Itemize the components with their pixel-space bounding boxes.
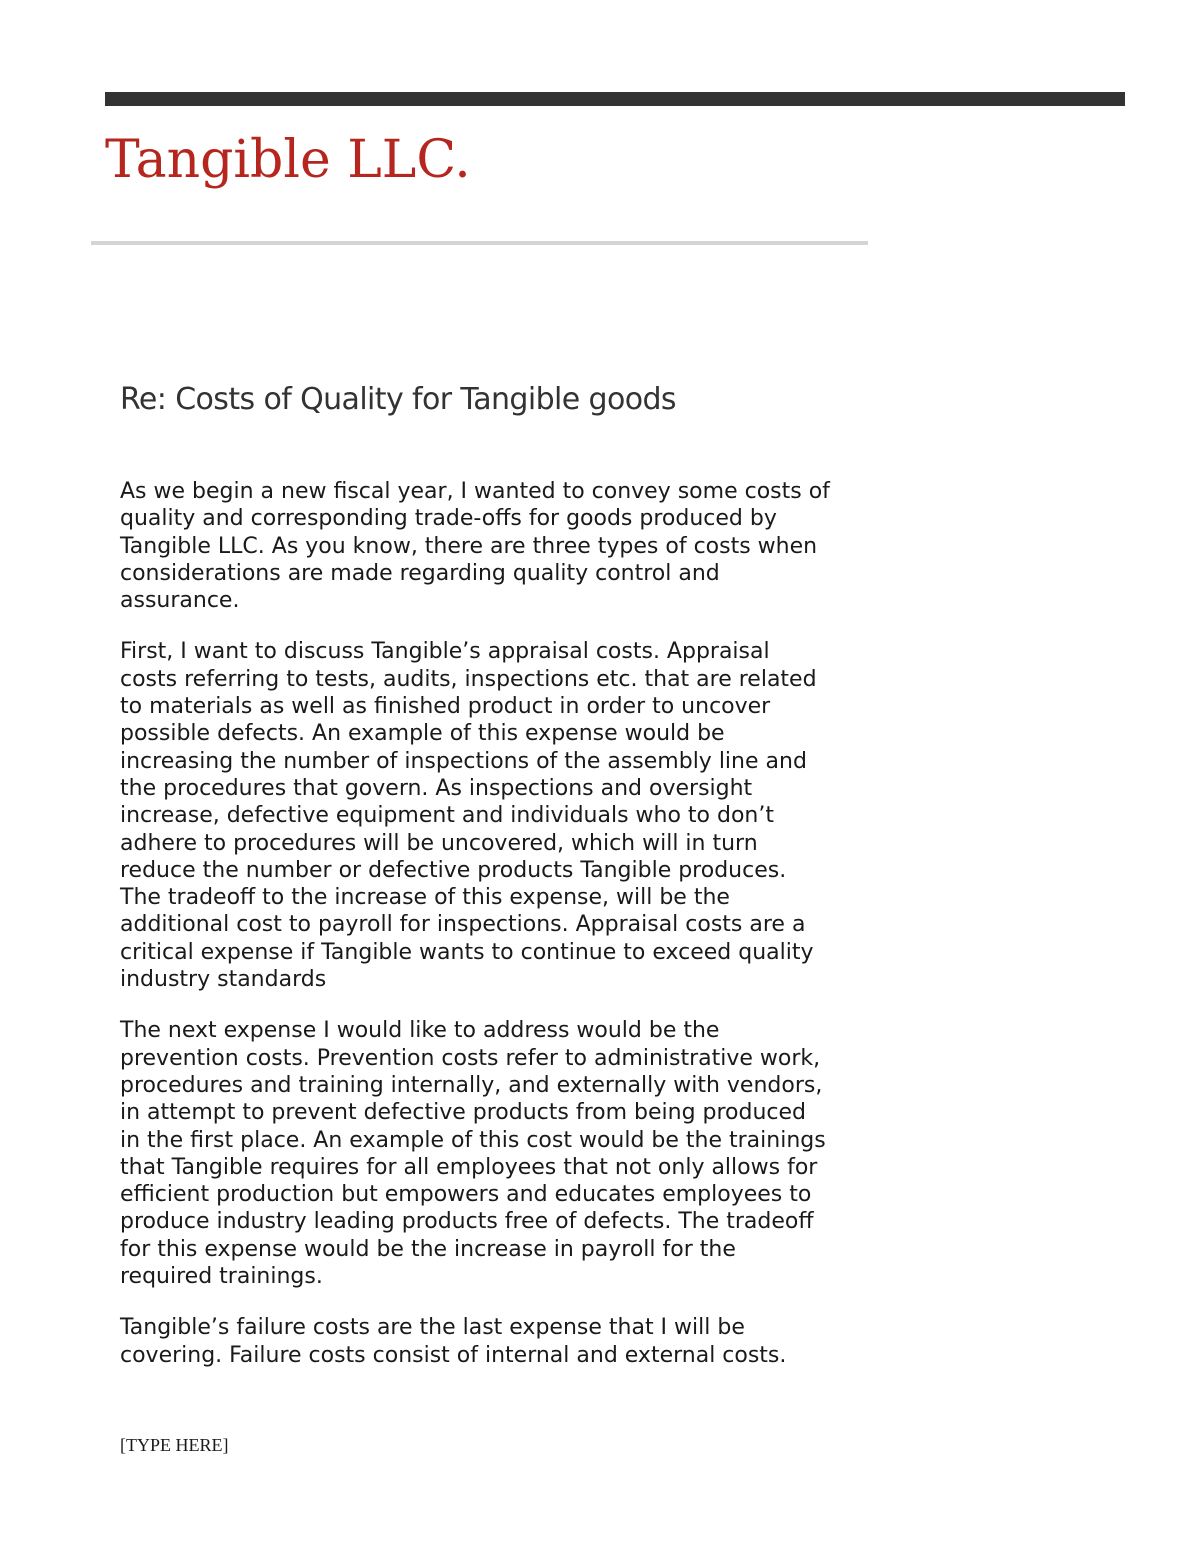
body-line: critical expense if Tangible wants to continue to exceed quality	[120, 939, 814, 965]
header-top-rule	[105, 92, 1125, 106]
footer-placeholder: [TYPE HERE]	[120, 1435, 229, 1455]
body-line: in attempt to prevent defective products from being produced	[120, 1100, 807, 1126]
paragraph-appraisal-costs	[120, 638, 895, 993]
body-line: The next expense I would like to address would be the	[120, 1018, 720, 1044]
body-line: considerations are made regarding quality control and	[120, 560, 720, 586]
body-line: efficient production but empowers and educates employees to	[120, 1182, 812, 1208]
body-line: increasing the number of inspections of the assembly line and	[120, 748, 807, 774]
body-line: Tangible’s failure costs are the last expense that I will be	[120, 1315, 745, 1341]
body-line: As we begin a new fiscal year, I wanted to convey some costs of	[120, 479, 830, 504]
body-line: quality and corresponding trade-offs for goods produced by	[120, 506, 777, 532]
body-line: industry standards	[120, 967, 327, 993]
body-line: costs referring to tests, audits, inspections etc. that are related	[120, 666, 817, 692]
body-line: for this expense would be the increase in payroll for the	[120, 1236, 736, 1262]
body-line: First, I want to discuss Tangible’s appraisal costs. Appraisal	[120, 639, 770, 665]
letter-body	[120, 478, 895, 1393]
paragraph-prevention-costs	[120, 1017, 895, 1290]
body-line: procedures and training internally, and externally with vendors,	[120, 1072, 823, 1098]
body-line: Tangible LLC. As you know, there are three types of costs when	[120, 533, 818, 559]
body-line: that Tangible requires for all employees that not only allows for	[120, 1154, 818, 1180]
body-line: to materials as well as finished product in order to uncover	[120, 694, 771, 720]
letter-subject: Re: Costs of Quality for Tangible goods	[120, 382, 676, 417]
body-line: possible defects. An example of this expense would be	[120, 721, 725, 747]
body-line: additional cost to payroll for inspections. Appraisal costs are a	[120, 912, 806, 938]
body-line: increase, defective equipment and individuals who to don’t	[120, 803, 774, 829]
body-line: covering. Failure costs consist of internal and external costs.	[120, 1342, 787, 1368]
body-line: adhere to procedures will be uncovered, which will in turn	[120, 830, 758, 856]
paragraph-failure-costs	[120, 1314, 895, 1369]
body-line: the procedures that govern. As inspections and oversight	[120, 775, 753, 801]
body-line: required trainings.	[120, 1264, 323, 1290]
body-line: The tradeoff to the increase of this expense, will be the	[120, 885, 730, 911]
body-line: in the first place. An example of this cost would be the trainings	[120, 1127, 826, 1153]
body-line: produce industry leading products free of defects. The tradeoff	[120, 1209, 814, 1235]
header-divider	[91, 241, 868, 245]
company-name: Tangible LLC.	[105, 130, 471, 190]
body-line: assurance.	[120, 588, 240, 614]
body-line: prevention costs. Prevention costs refer to administrative work,	[120, 1045, 821, 1071]
paragraph-intro	[120, 478, 895, 614]
body-line: reduce the number or defective products Tangible produces.	[120, 857, 787, 883]
